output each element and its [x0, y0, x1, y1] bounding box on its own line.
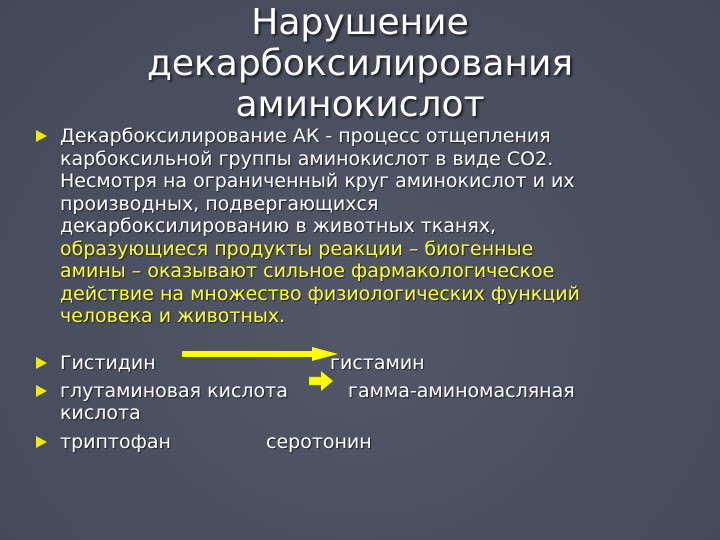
- product-label: гамма-аминомасляная: [348, 380, 575, 402]
- product-label-continued: кислота: [60, 402, 141, 424]
- product-label: серотонин: [266, 431, 372, 453]
- bullet-histidine: [36, 352, 696, 376]
- intro-line: карбоксильной группы аминокислот в виде СО2.: [60, 147, 554, 170]
- amino-acid-label: триптофан: [60, 431, 171, 453]
- triangle-bullet-icon: [36, 357, 47, 369]
- bullet-intro: [36, 125, 696, 325]
- highlight-line: человека и животных.: [60, 305, 286, 327]
- title-line: Нарушение: [251, 2, 469, 43]
- product-label: гистамин: [330, 352, 425, 374]
- highlight-line: действие на множество физиологических функций: [60, 282, 580, 305]
- triangle-bullet-icon: [36, 130, 47, 142]
- right-arrow-icon: [309, 371, 333, 391]
- intro-line: Декарбоксилирование АК - процесс отщепления: [60, 125, 551, 147]
- highlight-line: амины – оказывают сильное фармакологическое: [60, 260, 555, 282]
- amino-acid-label: Гистидин: [60, 352, 156, 374]
- bullet-glutamic: [36, 380, 696, 426]
- triangle-bullet-icon: [36, 436, 47, 448]
- title-line: аминокислот: [235, 84, 485, 125]
- intro-line: декарбоксилированию в животных тканях,: [60, 215, 497, 237]
- highlight-line: образующиеся продукты реакции – биогенные: [60, 237, 534, 260]
- amino-acid-label: глутаминовая кислота: [60, 380, 288, 402]
- intro-text: [60, 125, 580, 328]
- bullet-tryptophan: [36, 431, 696, 455]
- right-arrow-icon: [182, 347, 338, 361]
- triangle-bullet-icon: [36, 385, 47, 397]
- slide-title: [40, 2, 680, 125]
- intro-line: Несмотря на ограниченный круг аминокислот и их: [60, 170, 575, 192]
- title-line: декарбоксилирования: [146, 43, 573, 84]
- intro-line: производных, подвергающихся: [60, 192, 379, 215]
